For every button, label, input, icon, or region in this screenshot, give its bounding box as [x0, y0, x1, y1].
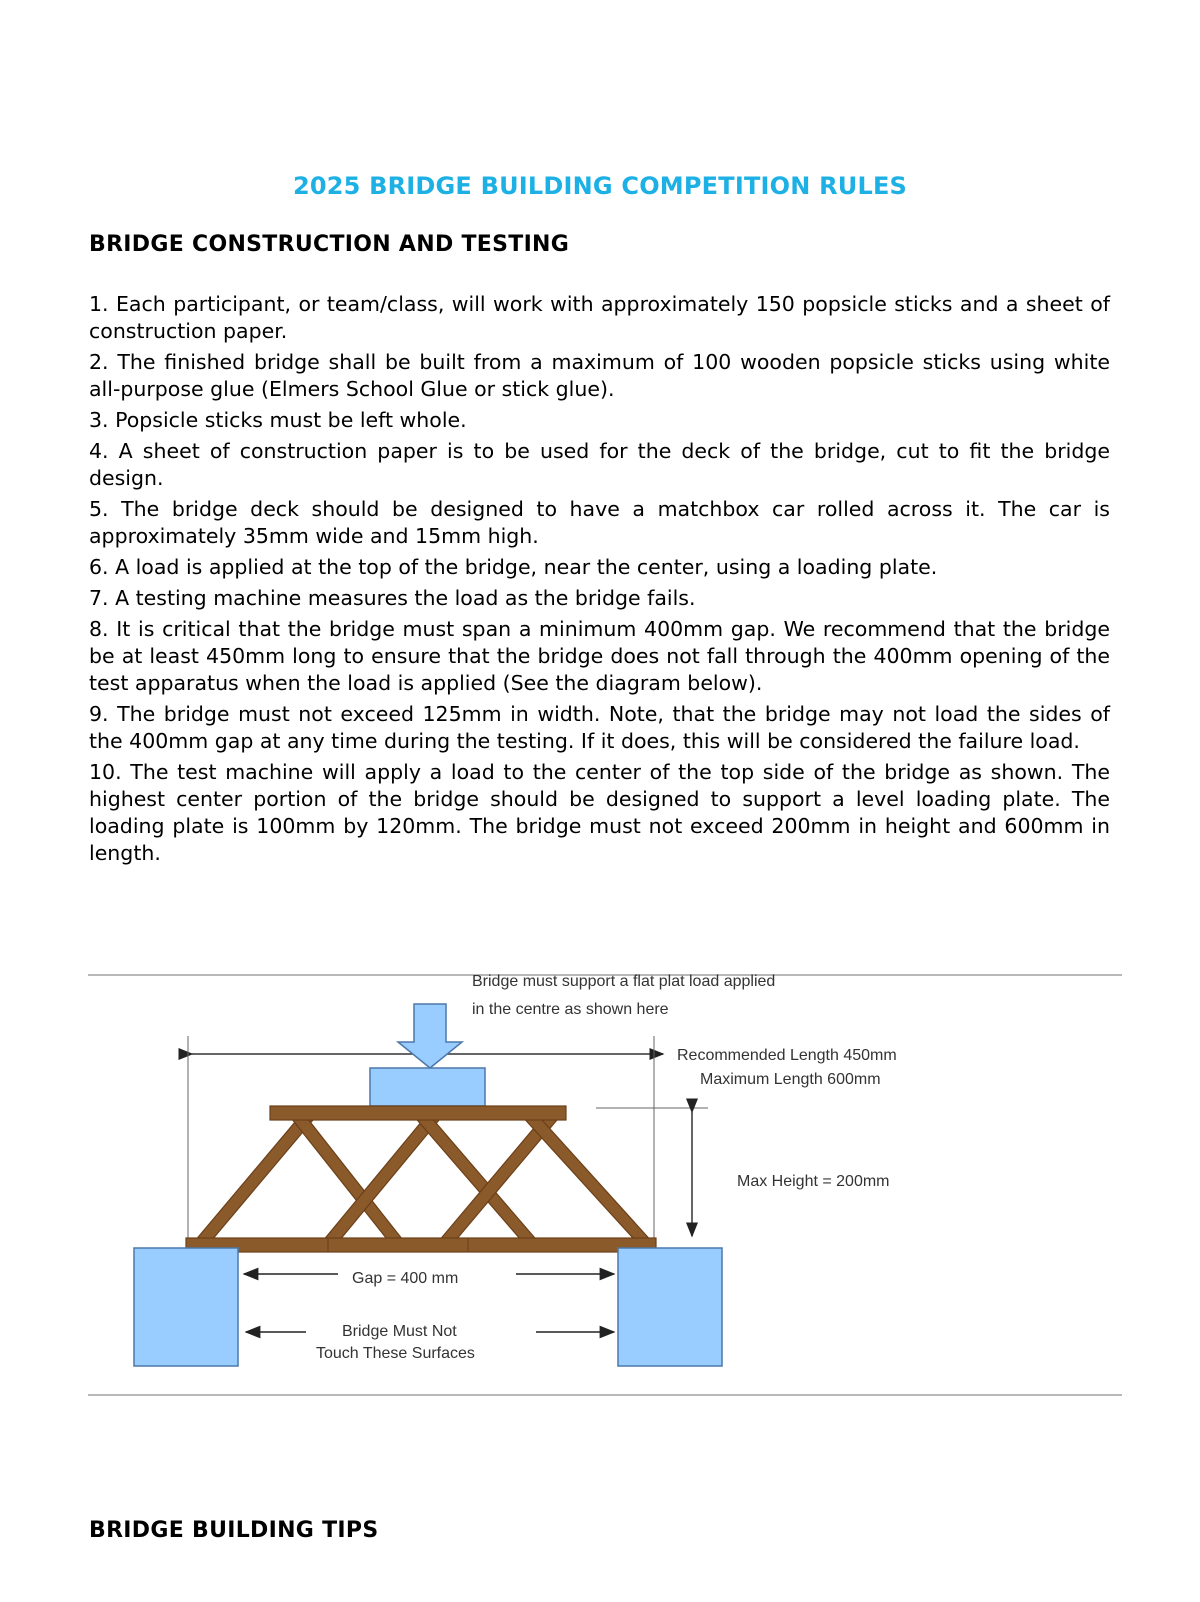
load-arrow-icon	[398, 1004, 462, 1068]
rules-list	[89, 291, 1110, 871]
rule-item: 8. It is critical that the bridge must span a minimum 400mm gap. We recommend that the bridge be at least 450mm long to ensure that the bridge does not fall through the 400mm opening of the test apparatus when the load is applied (See the diagram below).	[89, 617, 1110, 695]
rule-item: 6. A load is applied at the top of the bridge, near the center, using a loading plate.	[89, 555, 938, 579]
length-label-line2: Maximum Length 600mm	[700, 1071, 881, 1088]
diagram-svg	[88, 974, 1122, 1405]
section-heading-tips: BRIDGE BUILDING TIPS	[89, 1518, 379, 1543]
section-heading-construction: BRIDGE CONSTRUCTION AND TESTING	[89, 232, 570, 257]
rule-item: 5. The bridge deck should be designed to have a matchbox car rolled across it. The car is approximately 35mm wide and 15mm high.	[89, 497, 1110, 548]
bridge-test-diagram	[88, 974, 1122, 1405]
top-chord	[270, 1106, 566, 1120]
rule-item: 9. The bridge must not exceed 125mm in width. Note, that the bridge may not load the sides of the 400mm gap at any time during the testing. If it does, this will be considered the failure load.	[89, 702, 1110, 753]
truss-diagonals	[194, 1109, 654, 1248]
no-touch-label-line2: Touch These Surfaces	[316, 1345, 475, 1362]
rule-item: 7. A testing machine measures the load as the bridge fails.	[89, 586, 696, 610]
rule-item: 4. A sheet of construction paper is to be used for the deck of the bridge, cut to fit the bridge design.	[89, 439, 1110, 490]
gap-label: Gap = 400 mm	[352, 1270, 459, 1287]
left-support	[134, 1248, 238, 1366]
rule-item: 1. Each participant, or team/class, will work with approximately 150 popsicle sticks and a sheet of construction paper.	[89, 292, 1110, 343]
document-title: 2025 BRIDGE BUILDING COMPETITION RULES	[292, 172, 908, 200]
length-label-line1: Recommended Length 450mm	[677, 1047, 897, 1064]
load-note-line1: Bridge must support a flat plat load applied	[472, 974, 776, 990]
max-height-label: Max Height = 200mm	[737, 1173, 890, 1190]
loading-plate	[370, 1068, 485, 1106]
diagram-bottom-border	[88, 1394, 1122, 1396]
rule-item: 2. The finished bridge shall be built from a maximum of 100 wooden popsicle sticks using white all-purpose glue (Elmers School Glue or stick glue).	[89, 350, 1110, 401]
no-touch-label-line1: Bridge Must Not	[342, 1323, 457, 1340]
right-support	[618, 1248, 722, 1366]
bottom-chord	[186, 1238, 656, 1252]
rule-item: 3. Popsicle sticks must be left whole.	[89, 408, 467, 432]
load-note-line2: in the centre as shown here	[472, 1001, 669, 1018]
rule-item: 10. The test machine will apply a load to the center of the top side of the bridge as shown. The highest center portion of the bridge should be designed to support a level loading plate. The loading plate is 100mm by 120mm. The bridge must not exceed 200mm in height and 600mm in length.	[89, 760, 1110, 865]
